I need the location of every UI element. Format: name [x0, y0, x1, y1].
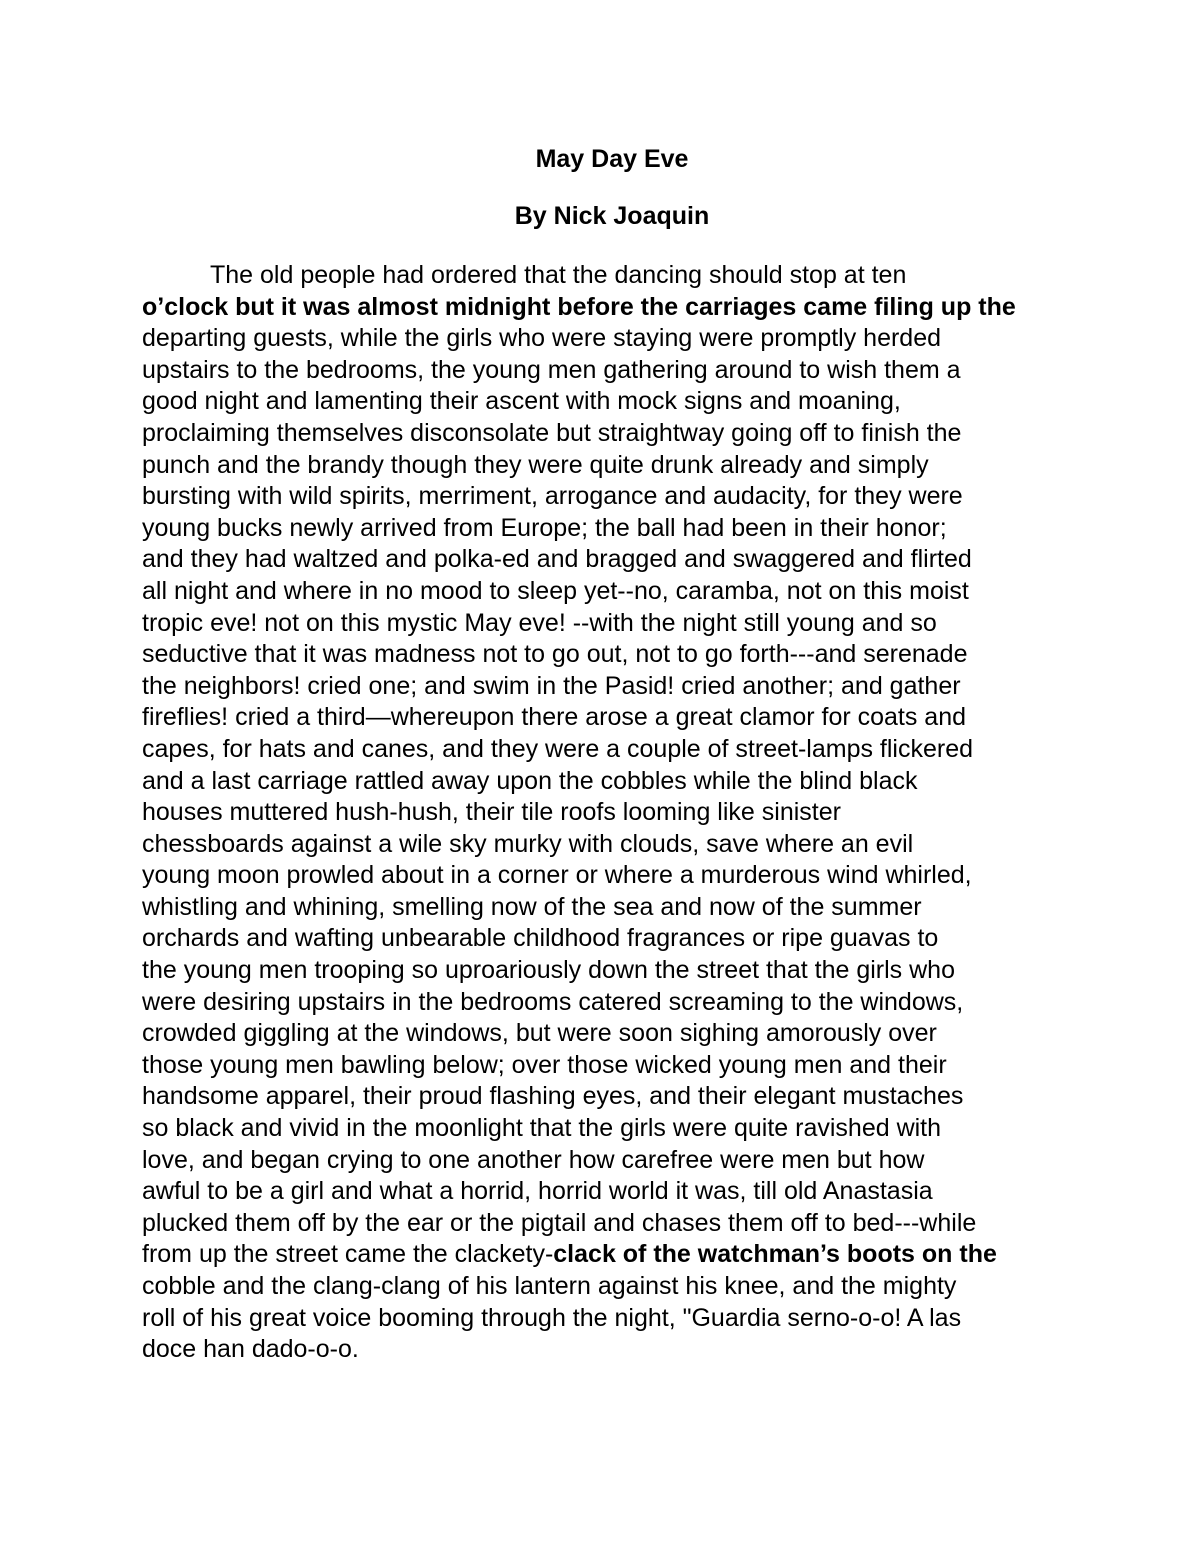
paragraph-line: orchards and wafting unbearable childhood fragrances or ripe guavas to [142, 924, 939, 953]
paragraph-line: so black and vivid in the moonlight that the girls were quite ravished with [142, 1114, 942, 1143]
paragraph-line: punch and the brandy though they were quite drunk already and simply [142, 450, 929, 479]
paragraph-line: the neighbors! cried one; and swim in the Pasid! cried another; and gather [142, 671, 961, 700]
line-bold-segment: clack of the watchman’s boots on the [553, 1240, 997, 1269]
paragraph-line: o’clock but it was almost midnight before the carriages came filing up the [142, 292, 1016, 321]
paragraph-line: good night and lamenting their ascent with mock signs and moaning, [142, 387, 901, 416]
paragraph-line: chessboards against a wile sky murky with clouds, save where an evil [142, 829, 914, 858]
paragraph-line: bursting with wild spirits, merriment, arrogance and audacity, for they were [142, 482, 963, 511]
paragraph-line: The old people had ordered that the dancing should stop at ten [210, 261, 907, 289]
paragraph-line: were desiring upstairs in the bedrooms catered screaming to the windows, [142, 987, 964, 1016]
paragraph-line: love, and began crying to one another how carefree were men but how [142, 1145, 925, 1174]
document-author: By Nick Joaquin [514, 202, 710, 230]
paragraph-line: handsome apparel, their proud flashing eyes, and their elegant mustaches [142, 1082, 964, 1111]
paragraph-line: departing guests, while the girls who were staying were promptly herded [142, 324, 942, 353]
paragraph-line: proclaiming themselves disconsolate but straightway going off to finish the [142, 418, 962, 447]
paragraph-line: and a last carriage rattled away upon the cobbles while the blind black [142, 766, 918, 795]
paragraph-line: roll of his great voice booming through the night, "Guardia serno-o-o! A las [142, 1303, 962, 1332]
story-paragraph [142, 260, 1082, 1366]
paragraph-line: fireflies! cried a third—whereupon there arose a great clamor for coats and [142, 703, 967, 732]
paragraph-line: whistling and whining, smelling now of the sea and now of the summer [142, 892, 922, 921]
document-title: May Day Eve [535, 145, 689, 173]
paragraph-line: plucked them off by the ear or the pigtail and chases them off to bed---while [142, 1208, 977, 1237]
paragraph-line: houses muttered hush-hush, their tile roofs looming like sinister [142, 798, 841, 827]
paragraph-line-mixed [142, 1239, 1082, 1271]
paragraph-line: capes, for hats and canes, and they were a couple of street-lamps flickered [142, 734, 974, 763]
paragraph-line: cobble and the clang-clang of his lantern against his knee, and the mighty [142, 1272, 957, 1300]
paragraph-line: upstairs to the bedrooms, the young men gathering around to wish them a [142, 355, 961, 384]
paragraph-line: crowded giggling at the windows, but were soon sighing amorously over [142, 1019, 937, 1048]
paragraph-line: young moon prowled about in a corner or where a murderous wind whirled, [142, 861, 972, 890]
paragraph-line: and they had waltzed and polka-ed and bragged and swaggered and flirted [142, 545, 972, 574]
paragraph-line: all night and where in no mood to sleep yet--no, caramba, not on this moist [142, 576, 969, 605]
paragraph-line: doce han dado-o-o. [142, 1335, 359, 1364]
paragraph-line: awful to be a girl and what a horrid, horrid world it was, till old Anastasia [142, 1177, 933, 1206]
paragraph-line: those young men bawling below; over those wicked young men and their [142, 1050, 947, 1079]
line-normal-segment: from up the street came the clackety- [142, 1240, 554, 1269]
paragraph-line: seductive that it was madness not to go out, not to go forth---and serenade [142, 640, 968, 669]
paragraph-line: tropic eve! not on this mystic May eve! --with the night still young and so [142, 608, 937, 637]
paragraph-line: the young men trooping so uproariously down the street that the girls who [142, 956, 955, 985]
paragraph-line: young bucks newly arrived from Europe; the ball had been in their honor; [142, 513, 947, 542]
